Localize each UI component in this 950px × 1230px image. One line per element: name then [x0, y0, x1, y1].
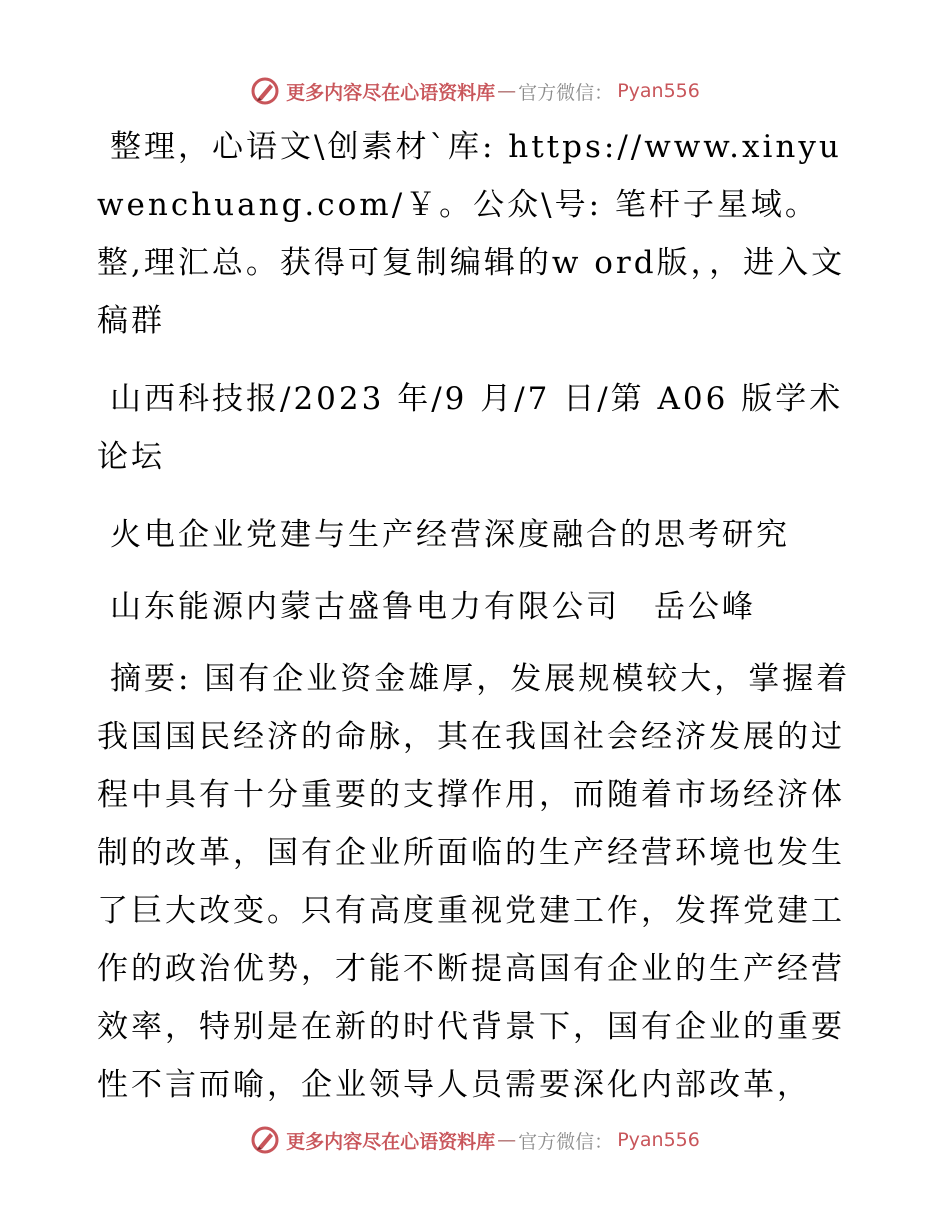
banner-brand-text: 更多内容尽在心语资料库 — [286, 1130, 496, 1153]
document-body — [97, 118, 852, 1114]
article-author: 山东能源内蒙古盛鲁电力有限公司 岳公峰 — [110, 589, 756, 625]
abstract-paragraph: 摘要: 国有企业资金雄厚，发展规模较大，掌握着我国国民经济的命脉，其在我国社会经济发展的过程中具有十分重要的支撑作用，而随着市场经济体制的改革，国有企业所面临的生产经营环境也发生了巨大改变。只有高度重视党建工作，发挥党建工作的政治优势，才能不断提高国有企业的生产经营效率，特别是在新的时代背景下，国有企业的重要性不言而喻，企业领导人员需要深化内部改革， — [97, 661, 851, 1103]
intro-paragraph: 整理，心语文\创素材`库: https://www.xinyuwenchuang.com/￥。公众\号: 笔杆子星域。整,理汇总。获得可复制编辑的w ord版，，进入文稿群 — [97, 129, 846, 339]
pen-logo-icon — [250, 76, 280, 106]
banner-official-label: 官方微信： — [518, 1130, 614, 1153]
banner-brand-text: 更多内容尽在心语资料库 — [286, 81, 496, 104]
footer-watermark-banner — [0, 1120, 950, 1160]
banner-official-label: 官方微信： — [518, 81, 614, 104]
header-watermark-banner — [0, 71, 950, 111]
banner-dash: — — [497, 80, 517, 102]
article-title: 火电企业党建与生产经营深度融合的思考研究 — [110, 517, 790, 553]
source-line: 山西科技报/2023 年/9 月/7 日/第 A06 版学术论坛 — [97, 381, 844, 475]
pen-logo-icon — [250, 1125, 280, 1155]
banner-wechat-handle: Pyan556 — [617, 80, 700, 102]
banner-wechat-handle: Pyan556 — [617, 1129, 700, 1151]
banner-dash: — — [497, 1129, 517, 1151]
